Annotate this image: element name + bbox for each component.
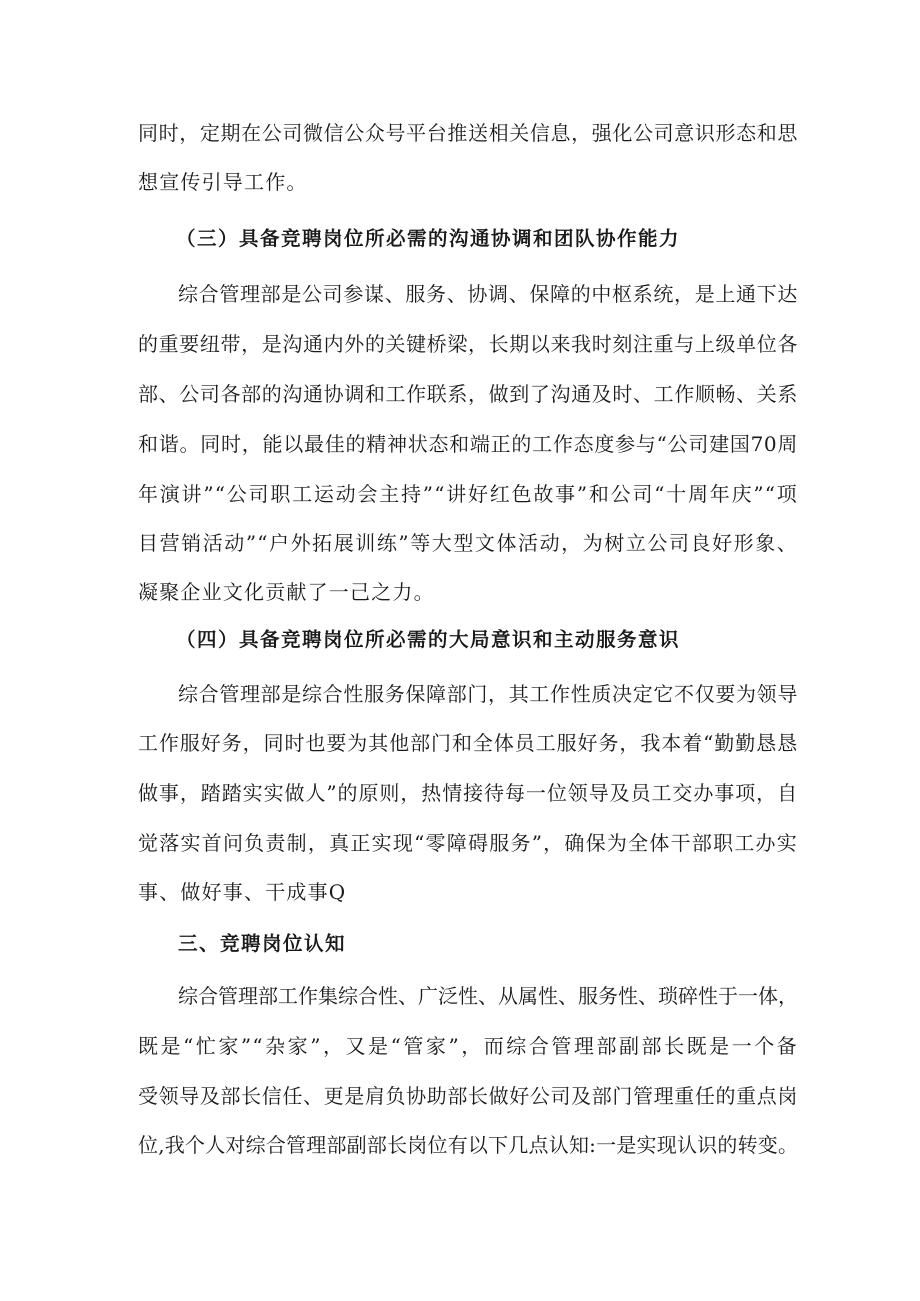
paragraph-line: 做事，踏踏实实做人”的原则，热情接待每一位领导及员工交办事项，自 <box>138 781 798 805</box>
paragraph-line: 受领导及部长信任、更是肩负协助部长做好公司及部门管理重任的重点岗 <box>138 1084 798 1108</box>
paragraph-line: 综合管理部是综合性服务保障部门，其工作性质决定它不仅要为领导 <box>178 682 798 706</box>
paragraph-line: 凝聚企业文化贡献了一己之力。 <box>138 580 435 604</box>
paragraph-line: 同时，定期在公司微信公众号平台推送相关信息，强化公司意识形态和思 <box>138 121 798 145</box>
paragraph-line: 综合管理部工作集综合性、广泛性、从属性、服务性、琐碎性于一体， <box>178 984 798 1008</box>
paragraph-line: 年演讲”“公司职工运动会主持”“讲好红色故事”和公司“十周年庆”“项 <box>138 482 798 506</box>
paragraph-line: 觉落实首问负责制，真正实现“零障碍服务”，确保为全体干部职工办实 <box>138 831 798 855</box>
paragraph-line: 目营销活动”“户外拓展训练”等大型文体活动，为树立公司良好形象、 <box>138 531 798 555</box>
paragraph-line: 既是“忙家”“杂家”，又是“管家”，而综合管理部副部长既是一个备 <box>138 1034 798 1058</box>
paragraph-line: 位,我个人对综合管理部副部长岗位有以下几点认知:一是实现认识的转变。 <box>138 1133 798 1157</box>
paragraph-line: 综合管理部是公司参谋、服务、协调、保障的中枢系统，是上通下达 <box>178 282 798 306</box>
section-heading: （三）具备竞聘岗位所必需的沟通协调和团队协作能力 <box>176 227 681 250</box>
paragraph-line: 部、公司各部的沟通协调和工作联系，做到了沟通及时、工作顺畅、关系 <box>138 382 798 406</box>
section-heading: （四）具备竞聘岗位所必需的大局意识和主动服务意识 <box>176 628 681 651</box>
paragraph-line: 想宣传引导工作。 <box>138 170 308 194</box>
paragraph-line: 工作服好务，同时也要为其他部门和全体员工服好务，我本着“勤勤恳恳 <box>138 731 798 755</box>
paragraph-line: 的重要纽带，是沟通内外的关键桥梁，长期以来我时刻注重与上级单位各 <box>138 332 798 356</box>
paragraph-line: 事、做好事、干成事Q <box>138 880 347 904</box>
section-heading: 三、竞聘岗位认知 <box>178 932 347 955</box>
paragraph-line: 和谐。同时，能以最佳的精神状态和端正的工作态度参与“公司建国70周 <box>138 432 798 456</box>
